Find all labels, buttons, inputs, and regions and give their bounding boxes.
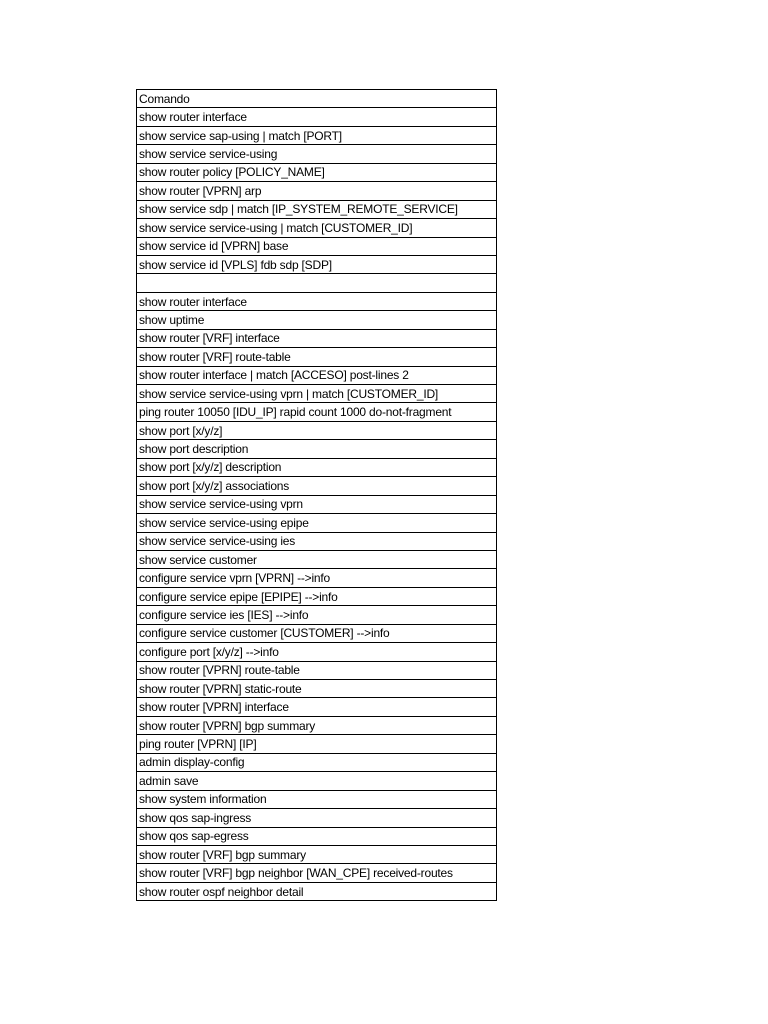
table-row: [137, 661, 497, 679]
table-row: [137, 477, 497, 495]
table-row: [137, 753, 497, 771]
command-cell: ping router [VPRN] [IP]: [137, 735, 497, 753]
command-table-body: [137, 90, 497, 901]
table-row: [137, 624, 497, 642]
command-cell: ping router 10050 [IDU_IP] rapid count 1000 do-not-fragment: [137, 403, 497, 421]
table-header-cell: Comando: [137, 90, 497, 108]
table-row: [137, 385, 497, 403]
table-row: [137, 182, 497, 200]
table-row: [137, 514, 497, 532]
command-cell: show router interface: [137, 292, 497, 310]
command-cell: show service service-using vprn: [137, 495, 497, 513]
table-row: [137, 421, 497, 439]
table-row: [137, 458, 497, 476]
command-cell: show service service-using epipe: [137, 514, 497, 532]
command-cell: show port description: [137, 440, 497, 458]
table-row: [137, 311, 497, 329]
table-row: [137, 569, 497, 587]
command-cell: show router [VRF] bgp neighbor [WAN_CPE] received-routes: [137, 864, 497, 882]
table-row: [137, 809, 497, 827]
command-cell: show system information: [137, 790, 497, 808]
table-row: [137, 643, 497, 661]
command-cell: show service service-using: [137, 145, 497, 163]
table-row: [137, 716, 497, 734]
command-cell: show router [VPRN] bgp summary: [137, 716, 497, 734]
command-cell: show port [x/y/z] associations: [137, 477, 497, 495]
table-row: [137, 366, 497, 384]
command-cell: show service service-using vprn | match [CUSTOMER_ID]: [137, 385, 497, 403]
command-cell: show port [x/y/z]: [137, 421, 497, 439]
table-row: [137, 237, 497, 255]
table-row: [137, 219, 497, 237]
table-row: [137, 145, 497, 163]
command-cell: show service id [VPRN] base: [137, 237, 497, 255]
table-row: [137, 163, 497, 181]
command-cell: configure service ies [IES] -->info: [137, 606, 497, 624]
command-cell: show service service-using ies: [137, 532, 497, 550]
command-cell: show qos sap-ingress: [137, 809, 497, 827]
command-cell: configure service vprn [VPRN] -->info: [137, 569, 497, 587]
command-cell: show router ospf neighbor detail: [137, 882, 497, 900]
table-row: [137, 108, 497, 126]
table-row: [137, 550, 497, 568]
command-cell: show router [VRF] interface: [137, 329, 497, 347]
command-cell: show router [VPRN] interface: [137, 698, 497, 716]
command-cell: show router [VPRN] static-route: [137, 680, 497, 698]
table-row: [137, 606, 497, 624]
table-row: [137, 882, 497, 900]
command-cell: configure port [x/y/z] -->info: [137, 643, 497, 661]
table-row: [137, 698, 497, 716]
table-row: [137, 735, 497, 753]
command-table: [136, 89, 497, 901]
command-cell: show router [VRF] route-table: [137, 348, 497, 366]
command-cell: show service id [VPLS] fdb sdp [SDP]: [137, 255, 497, 273]
table-row: [137, 680, 497, 698]
command-cell: show port [x/y/z] description: [137, 458, 497, 476]
table-header-row: [137, 90, 497, 108]
table-row: [137, 348, 497, 366]
table-row: [137, 440, 497, 458]
table-row: [137, 864, 497, 882]
table-row: [137, 329, 497, 347]
command-cell: show router [VPRN] arp: [137, 182, 497, 200]
command-cell: show router [VRF] bgp summary: [137, 845, 497, 863]
table-row: [137, 274, 497, 292]
table-row: [137, 292, 497, 310]
table-row: [137, 495, 497, 513]
table-row: [137, 532, 497, 550]
table-row: [137, 790, 497, 808]
command-cell: show service service-using | match [CUSTOMER_ID]: [137, 219, 497, 237]
command-cell: configure service epipe [EPIPE] -->info: [137, 587, 497, 605]
command-cell: admin display-config: [137, 753, 497, 771]
command-cell: configure service customer [CUSTOMER] -->info: [137, 624, 497, 642]
table-row: [137, 845, 497, 863]
table-row: [137, 255, 497, 273]
table-row: [137, 587, 497, 605]
command-cell: show router interface | match [ACCESO] post-lines 2: [137, 366, 497, 384]
table-row: [137, 126, 497, 144]
command-cell: [137, 274, 497, 292]
command-cell: show router interface: [137, 108, 497, 126]
table-row: [137, 403, 497, 421]
command-cell: show qos sap-egress: [137, 827, 497, 845]
command-cell: show router [VPRN] route-table: [137, 661, 497, 679]
table-row: [137, 200, 497, 218]
table-row: [137, 827, 497, 845]
table-row: [137, 772, 497, 790]
command-cell: show service sap-using | match [PORT]: [137, 126, 497, 144]
command-cell: show router policy [POLICY_NAME]: [137, 163, 497, 181]
command-cell: show uptime: [137, 311, 497, 329]
command-cell: show service sdp | match [IP_SYSTEM_REMOTE_SERVICE]: [137, 200, 497, 218]
command-cell: admin save: [137, 772, 497, 790]
command-cell: show service customer: [137, 550, 497, 568]
